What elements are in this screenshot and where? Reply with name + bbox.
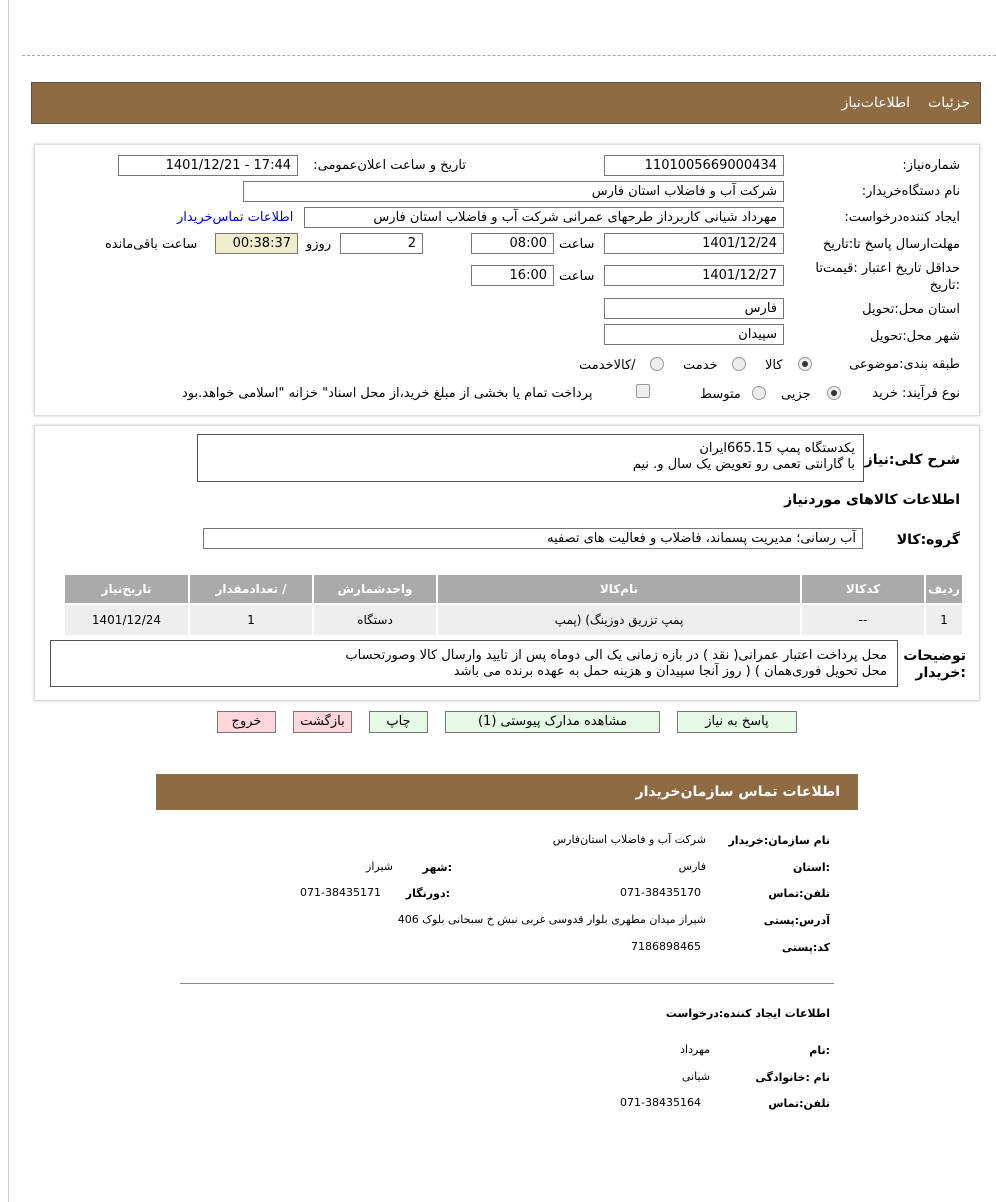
cell-code: -- (801, 604, 925, 636)
creator-info-title: اطلاعات ایجاد کننده:درخواست (665, 1007, 830, 1020)
days-word: روزو (306, 237, 332, 252)
process-medium-label: متوسط (700, 387, 741, 402)
goods-group-field: آب رسانی؛ مدیریت پسماند، فاضلاب و فعالیت های تصفیه (203, 528, 863, 549)
org-name-value: شرکت آب و فاضلاب استان‌فارس (552, 833, 706, 846)
category-goods-radio[interactable] (798, 357, 812, 371)
remaining-time-label: ساعت باقی‌مانده (105, 237, 198, 252)
print-button[interactable]: چاپ (369, 711, 428, 733)
category-goods-label: کالا (765, 358, 783, 373)
buyer-org-label: نام دستگاه‌خریدار: (861, 184, 960, 199)
creator-label: ایجاد کننده‌درخواست: (844, 210, 960, 225)
creator-field: مهرداد شیانی کاربرداز طرحهای عمرانی شرکت آب و فاضلاب استان فارس (304, 207, 784, 228)
contact-address-label: آدرس:پستی (763, 914, 830, 927)
cell-need-date: 1401/12/24 (64, 604, 189, 636)
contact-postal-label: کد:پستی (781, 941, 830, 954)
col-name: نام‌کالا (437, 574, 801, 604)
creator-phone-value: 071-38435164 (620, 1096, 701, 1109)
table-row (64, 604, 963, 636)
goods-table-header (64, 574, 963, 604)
buyer-notes-line-1: محل پرداخت اعتبار عمرانی( نقد ) در بازه زمانی یک الی دوماه پس از تایید وارسال کالا وصورتحساب (345, 648, 887, 663)
tab-need-info[interactable]: اطلاعات‌نیاز (841, 95, 910, 111)
treasury-payment-checkbox[interactable] (636, 384, 650, 398)
buyer-contact-link[interactable]: اطلاعات تماس‌خریدار (177, 210, 294, 225)
remaining-time-field: 00:38:37 (215, 233, 298, 254)
contact-fax-value: 071-38435171 (300, 886, 381, 899)
buyer-org-field: شرکت آب و فاضلاب استان فارس (243, 181, 784, 202)
days-field: 2 (340, 233, 423, 254)
validity-time-field: 16:00 (471, 265, 554, 286)
col-need-date: تاریخ‌نیاز (64, 574, 189, 604)
city-field: سپیدان (604, 324, 784, 345)
col-quantity: / تعدادمقدار (189, 574, 313, 604)
col-code: کدکالا (801, 574, 925, 604)
validity-time-word: ساعت (559, 269, 595, 284)
view-attachments-button[interactable]: مشاهده مدارک پیوستی (1) (445, 711, 660, 733)
category-goods-service-label: /کالاخدمت (579, 358, 636, 373)
col-row: ردیف (925, 574, 963, 604)
tab-details[interactable]: جزئیات (928, 95, 970, 111)
buyer-contact-title: اطلاعات تماس سازمان‌خریدار (635, 784, 840, 800)
goods-table (63, 573, 964, 637)
cell-unit: دستگاه (313, 604, 437, 636)
contact-fax-label: :دورنگار (405, 887, 450, 900)
reply-time-field: 08:00 (471, 233, 554, 254)
contact-divider (180, 983, 834, 984)
top-dotted-divider (22, 55, 996, 56)
validity-date-field: 1401/12/27 (604, 265, 784, 286)
need-number-label: شماره‌نیاز: (902, 158, 960, 173)
summary-line-1: یکدستگاه پمپ 665.15‌ایران (699, 441, 855, 456)
goods-info-title: اطلاعات کالاهای موردنیاز (784, 492, 960, 508)
buyer-notes-label-1: توضیحات (903, 648, 966, 664)
creator-family-value: شیانی (681, 1070, 710, 1083)
summary-label: شرح کلی:نیاز (864, 452, 960, 468)
contact-phone-label: تلفن:تماس (768, 887, 830, 900)
buyer-notes-line-2: محل تحویل فوری‌همان ) ( روز آنجا سپیدان و هزینه حمل به عهده برنده می باشد (453, 664, 887, 679)
reply-time-word: ساعت (559, 237, 595, 252)
validity-label-1: حداقل تاریخ اعتبار :قیمت‌تا (815, 261, 960, 276)
announce-date-label: تاریخ و ساعت اعلان‌عمومی: (313, 158, 466, 173)
category-goods-service-radio[interactable] (650, 357, 664, 371)
creator-phone-label: تلفن:تماس (768, 1097, 830, 1110)
process-partial-label: جزیی (781, 387, 811, 402)
province-field: فارس (604, 298, 784, 319)
category-service-radio[interactable] (732, 357, 746, 371)
category-service-label: خدمت (683, 358, 718, 373)
cell-quantity: 1 (189, 604, 313, 636)
process-partial-radio[interactable] (827, 386, 841, 400)
reply-deadline-label: مهلت‌ارسال پاسخ تا:تاریخ (822, 237, 960, 252)
creator-name-label: :نام (809, 1044, 830, 1057)
page-left-border (8, 0, 9, 1202)
process-medium-radio[interactable] (752, 386, 766, 400)
category-label: طبقه بندی:موضوعی (849, 357, 960, 372)
reply-button[interactable]: پاسخ به نیاز (677, 711, 797, 733)
exit-button[interactable]: خروج (217, 711, 276, 733)
buyer-notes-box (50, 640, 898, 687)
contact-address-value: شیراز میدان مطهری بلوار قدوسی غربی نبش خ سبحانی بلوک 406 (397, 913, 706, 926)
creator-family-label: نام :خانوادگی (755, 1071, 830, 1084)
contact-phone-value: 071-38435170 (620, 886, 701, 899)
contact-postal-value: 7186898465 (631, 940, 701, 953)
contact-province-label: :استان (793, 861, 830, 874)
contact-city-value: شیراز (366, 860, 393, 873)
buyer-notes-label-2: :خریدار (915, 665, 966, 681)
page-header-bar (31, 82, 981, 124)
validity-label-2: :تاریخ (929, 278, 960, 293)
reply-date-field: 1401/12/24 (604, 233, 784, 254)
creator-name-value: مهرداد (680, 1043, 710, 1056)
goods-group-label: گروه:کالا (896, 532, 960, 548)
org-name-label: نام سازمان:خریدار (728, 834, 830, 847)
buyer-contact-header (156, 774, 858, 810)
city-label: شهر محل:تحویل (870, 329, 960, 344)
contact-province-value: فارس (678, 860, 706, 873)
summary-box (197, 434, 864, 482)
cell-name: پمپ تزریق دوزینگ) (پمپ (437, 604, 801, 636)
col-unit: واحدشمارش (313, 574, 437, 604)
need-number-field: 1101005669000434 (604, 155, 784, 176)
process-type-label: نوع فرآیند: خرید (872, 386, 960, 401)
province-label: استان محل:تحویل (862, 302, 960, 317)
contact-city-label: :شهر (422, 861, 452, 874)
summary-line-2: با گارانتی تعمی رو تعویض یک سال و. نیم (632, 457, 855, 472)
announce-date-field: 1401/12/21 - 17:44 (118, 155, 298, 176)
cell-row: 1 (925, 604, 963, 636)
back-button[interactable]: بازگشت (293, 711, 352, 733)
treasury-payment-note: پرداخت تمام یا بخشی از مبلغ خرید،از محل اسناد" خزانه "اسلامی خواهد.بود (182, 386, 593, 401)
